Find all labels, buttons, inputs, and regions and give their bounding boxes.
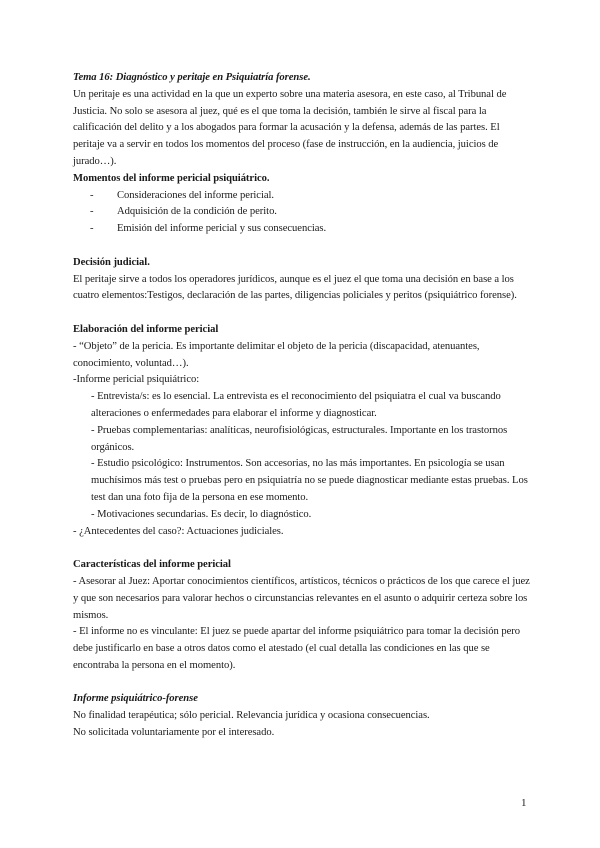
momentos-list	[73, 188, 533, 238]
spacer	[73, 675, 533, 692]
decision-paragraph: El peritaje sirve a todos los operadores jurídicos, aunque es el juez el que toma una decisión en base a los cuatro elementos:Testigos, declaración de las partes, diligencias policiales y peritos (psiquiátrico forense).	[73, 273, 517, 302]
momentos-heading: Momentos del informe pericial psiquiátrico.	[73, 172, 270, 184]
list-item: - Adquisición de la condición de perito.	[73, 204, 533, 221]
informe-label: -Informe pericial psiquiátrico:	[73, 374, 200, 386]
list-item: - Asesorar al Juez: Aportar conocimientos científicos, artísticos, técnicos o prácticos de los que carece el juez y que son necesarios para valorar hechos o circunstancias relevantes en el asunto o adquirir certeza sobre los mismos.	[73, 575, 530, 621]
list-item: - Emisión del informe pericial y sus consecuencias.	[73, 221, 533, 238]
list-item: - Consideraciones del informe pericial.	[73, 188, 533, 205]
caracteristicas-heading: Características del informe pericial	[73, 559, 231, 571]
list-item: - Estudio psicológico: Instrumentos. Son accesorias, no las más importantes. En psicología se usan muchísimos más test o pruebas pero en psiquiatría no se puede diagnosticar mediante estas pruebas. Los test dan una foto fija de la persona en ese momento.	[91, 458, 528, 503]
spacer	[73, 305, 533, 322]
forense-line: No finalidad terapéutica; sólo pericial. Relevancia jurídica y ocasiona consecuencias.	[73, 710, 430, 722]
list-item: - Entrevista/s: es lo esencial. La entrevista es el reconocimiento del psiquiatra el cual va buscando alteraciones o enfermedades para elaborar el informe y diagnosticar.	[91, 391, 501, 419]
antecedentes-paragraph: - ¿Antecedentes del caso?: Actuaciones judiciales.	[73, 525, 284, 537]
elaboracion-heading: Elaboración del informe pericial	[73, 323, 219, 335]
forense-line: No solicitada voluntariamente por el interesado.	[73, 727, 275, 739]
spacer	[73, 238, 533, 255]
list-item: - El informe no es vinculante: El juez se puede apartar del informe psiquiátrico para tomar la decisión pero debe justificarlo en base a otros datos como el atestado (el cual detalla las condiciones en las que se encontraba la persona en el momento).	[73, 626, 521, 671]
spacer	[73, 540, 533, 557]
list-item: - Pruebas complementarias: analíticas, neurofisiológicas, estructurales. Importante en los trastornos orgánicos.	[91, 424, 508, 453]
document-title: Tema 16: Diagnóstico y peritaje en Psiquiatría forense.	[73, 72, 311, 83]
decision-heading: Decisión judicial.	[73, 256, 150, 268]
list-item: - Motivaciones secundarias. Es decir, lo diagnóstico.	[91, 508, 312, 520]
objeto-paragraph: - “Objeto” de la pericia. Es importante delimitar el objeto de la pericia (discapacidad, atenuantes, conocimiento, voluntad…).	[73, 340, 480, 369]
forense-heading: Informe psiquiátrico-forense	[73, 693, 198, 705]
page-number: 1	[521, 797, 527, 809]
document-page	[73, 70, 533, 742]
intro-paragraph: Un peritaje es una actividad en la que un experto sobre una materia asesora, en este caso, al Tribunal de Justicia. No solo se asesora al juez, qué es el que toma la decisión, también le sirve al fiscal para la calificación del delito y a los abogados para formar la acusación y la defensa, además de las partes. El peritaje va a servir en todos los momentos del proceso (fase de instrucción, en la audiencia, juicios de jurado…).	[73, 88, 507, 167]
